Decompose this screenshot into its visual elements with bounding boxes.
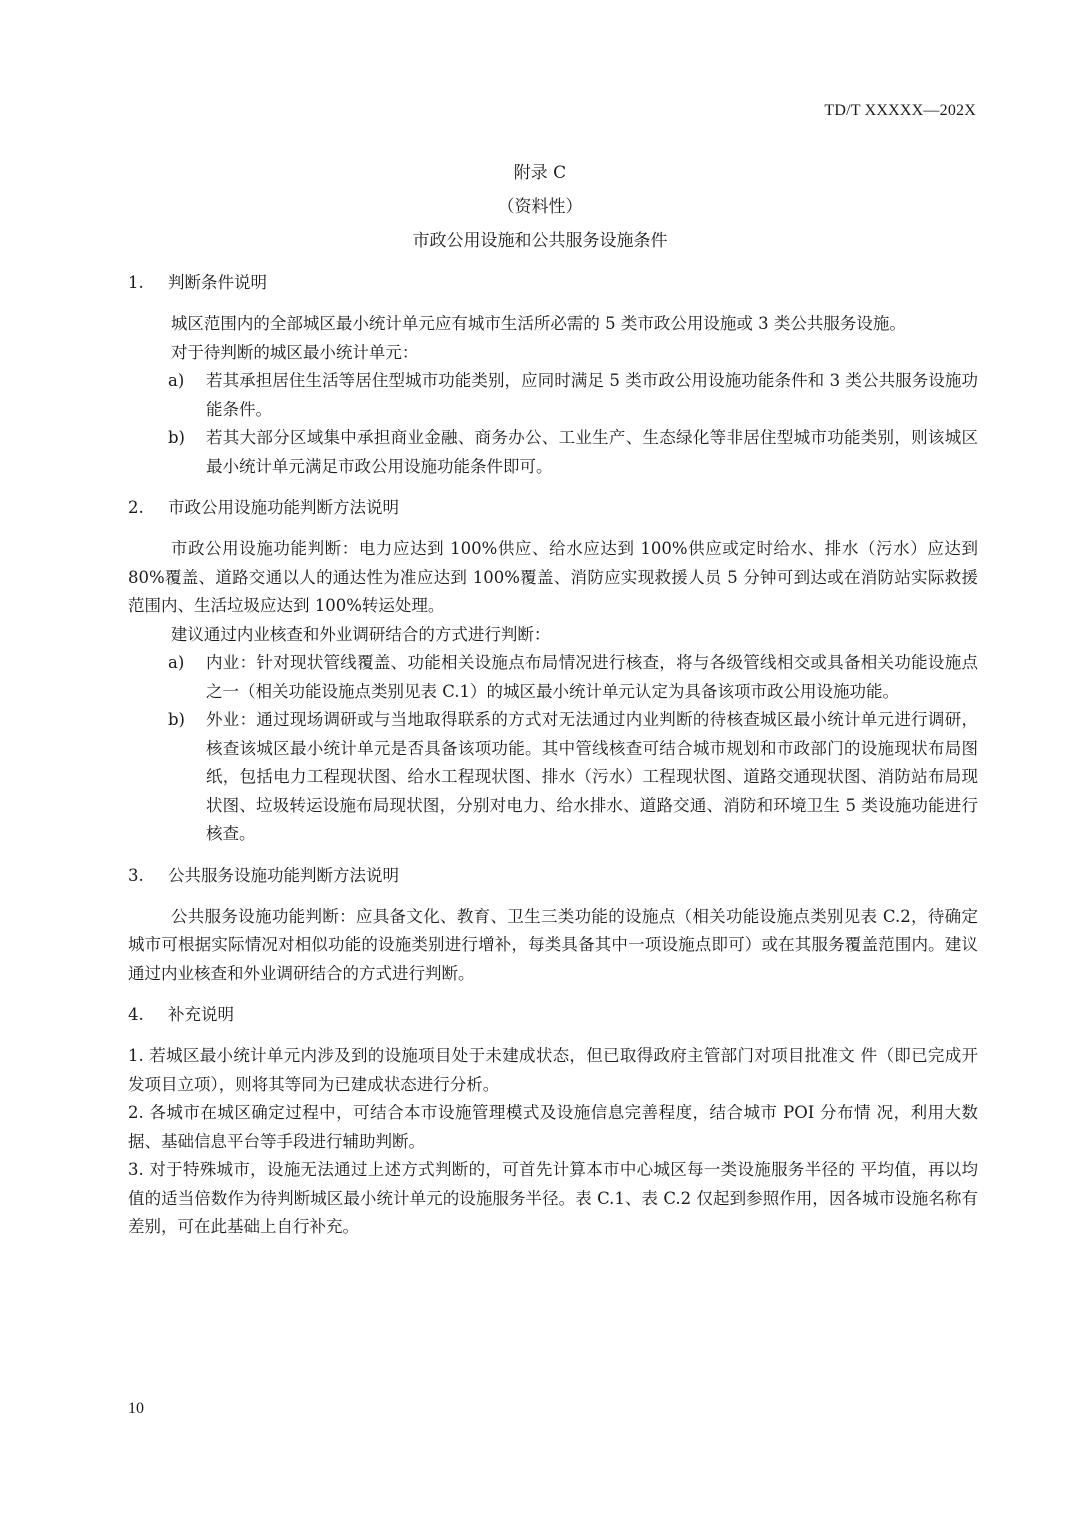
appendix-type: （资料性） [497,197,583,217]
paragraph: 对于待判断的城区最小统计单元： [170,342,419,362]
section-2-title [128,495,978,521]
document-body [128,270,978,1242]
paragraph: 城区范围内的全部城区最小统计单元应有城市生活所必需的 5 类市政公用设施或 3 类公共服务设施。 [170,314,906,333]
section-heading: 公共服务设施功能判断方法说明 [168,865,399,885]
section-number: 4. [128,1005,144,1024]
paragraph: 公共服务设施功能判断：应具备文化、教育、卫生三类功能的设施点（相关功能设施点类别见表 C.2，待确定城市可根据实际情况对相似功能的设施类别进行增补，每类具备其中一项设施点即可）或在其服务覆盖范围内。建议通过内业核查和外业调研结合的方式进行判断。 [128,906,978,983]
paragraph: 市政公用设施功能判断：电力应达到 100%供应、给水应达到 100%供应或定时给水、排水（污水）应达到 80%覆盖、道路交通以人的通达性为准应达到 100%覆盖、消防应实现救援人员 5 分钟可到达或在消防站实际救援范围内、生活垃圾应达到 100%转运处理。 [128,539,978,615]
appendix-label: 附录 C [513,163,567,183]
section-number: 1. [128,273,144,292]
supplement-note: 3. 对于特殊城市，设施无法通过上述方式判断的，可首先计算本市中心城区每一类设施服务半径的 平均值，再以均值的适当倍数作为待判断城区最小统计单元的设施服务半径。表 C.1、表 C.2 仅起到参照作用，因各城市设施名称有差别，可在此基础上自行补充。 [128,1160,978,1236]
section-number: 2. [128,498,144,517]
supplement-note: 2. 各城市在城区确定过程中，可结合本市设施管理模式及设施信息完善程度，结合城市 POI 分布情 况，利用大数据、基础信息平台等手段进行辅助判断。 [128,1103,978,1151]
list-item-text: 内业：针对现状管线覆盖、功能相关设施点布局情况进行核查，将与各级管线相交或具备相关功能设施点之一（相关功能设施点类别见表 C.1）的城区最小统计单元认定为具备该项市政公用设施功能。 [206,653,978,701]
list-item [128,424,978,481]
appendix-title: 市政公用设施和公共服务设施条件 [412,231,668,251]
list-item [128,706,978,849]
list-marker: a) [168,371,185,390]
section-heading: 市政公用设施功能判断方法说明 [168,498,399,517]
section-heading: 判断条件说明 [168,273,267,292]
list-item-text: 若其大部分区域集中承担商业金融、商务办公、工业生产、生态绿化等非居住型城市功能类别，则该城区最小统计单元满足市政公用设施功能条件即可。 [206,428,978,476]
section-1-title [128,270,978,296]
paragraph: 建议通过内业核查和外业调研结合的方式进行判断： [170,624,551,644]
list-marker: b) [168,710,185,729]
list-item [128,367,978,424]
list-item [128,649,978,706]
section-number: 3. [128,865,144,885]
list-item-text: 外业：通过现场调研或与当地取得联系的方式对无法通过内业判断的待核查城区最小统计单元进行调研，核查该城区最小统计单元是否具备该项功能。其中管线核查可结合城市规划和市政部门的设施现状布局图纸，包括电力工程现状图、给水工程现状图、排水（污水）工程现状图、道路交通现状图、消防站布局现状图、垃圾转运设施布局现状图，分别对电力、给水排水、道路交通、消防和环境卫生 5 类设施功能进行核查。 [206,710,978,843]
document-code: TD/T XXXXX—202X [824,102,976,119]
section-3-title [128,863,978,889]
appendix-heading [0,160,1080,262]
section-heading: 补充说明 [168,1005,234,1024]
page-number: 10 [128,1400,144,1417]
list-marker: a) [168,653,185,672]
list-item-text: 若其承担居住生活等居住型城市功能类别，应同时满足 5 类市政公用设施功能条件和 3 类公共服务设施功能条件。 [206,371,978,419]
list-marker: b) [168,428,185,447]
section-4-title [128,1002,978,1028]
supplement-note: 1. 若城区最小统计单元内涉及到的设施项目处于未建成状态，但已取得政府主管部门对项目批准文 件（即已完成开发项目立项），则将其等同为已建成状态进行分析。 [128,1046,978,1094]
